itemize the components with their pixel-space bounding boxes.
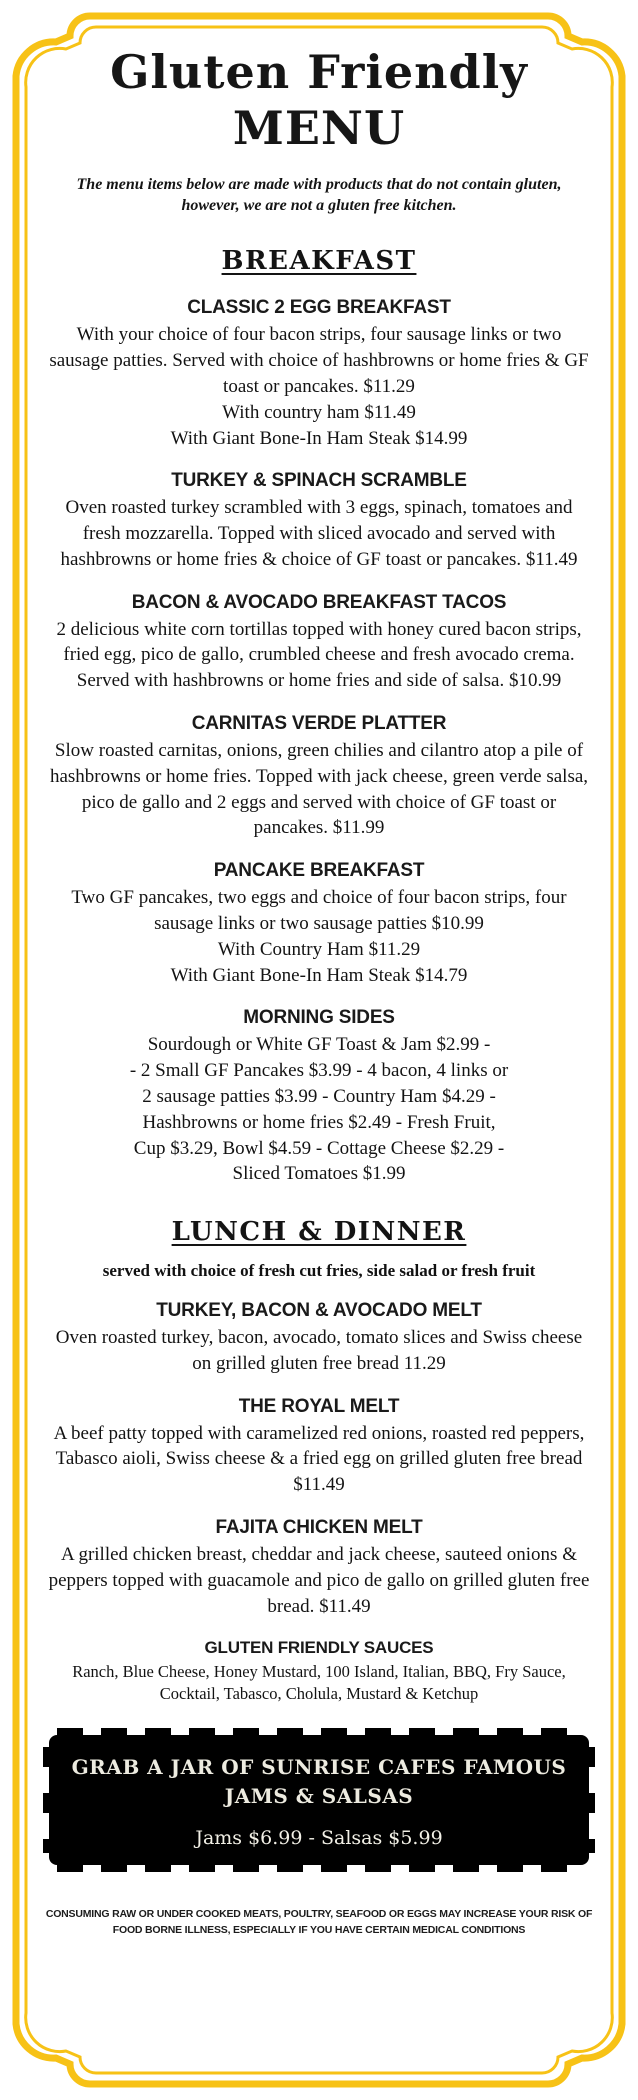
page-title-line2: MENU [232,101,406,156]
item-name: CARNITAS VERDE PLATTER [191,713,447,735]
menu-item [41,1300,597,1377]
item-description: Oven roasted turkey, bacon, avocado, tomato slices and Swiss cheese on grilled gluten free bread 11.29 [55,1327,583,1374]
menu-subtitle: The menu items below are made with products that do not contain gluten, however, we are not a gluten free kitchen. [76,176,562,215]
item-name: PANCAKE BREAKFAST [213,860,425,882]
section-note: served with choice of fresh cut fries, side salad or fresh fruit [102,1261,536,1281]
item-name: BACON & AVOCADO BREAKFAST TACOS [131,591,507,613]
section-lunch-dinner [41,1187,597,1705]
menu-item [41,713,597,841]
item-description: Ranch, Blue Cheese, Honey Mustard, 100 Island, Italian, BBQ, Fry Sauce, Cocktail, Tabasco, Cholula, Mustard & Ketchup [72,1661,566,1704]
item-name: FAJITA CHICKEN MELT [215,1517,423,1539]
menu-item [41,1517,597,1619]
item-description: A grilled chicken breast, cheddar and jack cheese, sauteed onions & peppers topped with guacamole and pico de gallo on grilled gluten free bread. $11.49 [48,1543,590,1617]
item-description: Sourdough or White GF Toast & Jam $2.99 - - 2 Small GF Pancakes $3.99 - 4 bacon, 4 links or 2 sausage patties $3.99 - Country Ham $4.29 - Hashbrowns or home fries $2.49 - Fresh Fruit, Cup $3.29, Bowl $4.59 - Cottage Cheese $2.29 - Sliced Tomatoes $1.99 [129,1034,509,1185]
item-description: 2 delicious white corn tortillas topped with honey cured bacon strips, fried egg, pico de gallo, crumbled cheese and fresh avocado crema. Served with hashbrowns or home fries and side of salsa. $10.99 [56,618,582,692]
item-name: CLASSIC 2 EGG BREAKFAST [187,297,451,319]
item-name: TURKEY & SPINACH SCRAMBLE [171,470,467,492]
section-breakfast [41,216,597,1187]
item-name: GLUTEN FRIENDLY SAUCES [204,1638,434,1658]
promo-banner-right-dashes [588,1747,595,1853]
menu-item [41,1007,597,1187]
item-description: Oven roasted turkey scrambled with 3 eggs, spinach, tomatoes and fresh mozzarella. Topped with sliced avocado and served with hashbrowns or home fries & choice of GF toast or pancakes. $11.49 [60,497,578,570]
menu-item [41,1396,597,1498]
item-description: A beef patty topped with caramelized red onions, roasted red peppers, Tabasco aioli, Swiss cheese & a fried egg on grilled gluten free bread $11.49 [53,1422,585,1496]
page-title-line1: Gluten Friendly [110,45,528,99]
footer-disclaimer: CONSUMING RAW OR UNDER COOKED MEATS, POULTRY, SEAFOOD OR EGGS MAY INCREASE YOUR RISK OF FOOD BORNE ILLNESS, ESPECIALLY IF YOU HAVE CERTAIN MEDICAL CONDITIONS [45,1908,593,1937]
menu-content [41,0,597,1939]
item-description: Slow roasted carnitas, onions, green chilies and cilantro atop a pile of hashbrowns or home fries. Topped with jack cheese, green verde salsa, pico de gallo and 2 eggs and served with choice of GF toast or pancakes. $11.99 [49,739,589,839]
promo-prices: Jams $6.99 - Salsas $5.99 [195,1827,443,1850]
item-name: TURKEY, BACON & AVOCADO MELT [156,1300,482,1322]
menu-item [41,1638,597,1705]
item-name: THE ROYAL MELT [238,1395,400,1417]
menu-item [41,860,597,988]
promo-banner-left-dashes [43,1747,50,1853]
section-header-breakfast: BREAKFAST [221,246,417,277]
section-header-lunch-dinner: LUNCH & DINNER [171,1217,467,1248]
item-description: Two GF pancakes, two eggs and choice of four bacon strips, four sausage links or two sausage patties $10.99 With Country Ham $11.29 With Giant Bone-In Ham Steak $14.79 [71,887,567,986]
promo-title: GRAB A JAR OF SUNRISE CAFES FAMOUS JAMS & SALSAS [71,1755,567,1809]
menu-item [41,470,597,572]
page-title [41,44,597,156]
menu-item [41,297,597,451]
item-description: With your choice of four bacon strips, four sausage links or two sausage patties. Served with choice of hashbrowns or home fries & GF toast or pancakes. $11.29 With country ham $11.49 With Giant Bone-In Ham Steak $14.99 [49,324,589,449]
item-name: MORNING SIDES [243,1007,395,1029]
menu-item [41,592,597,694]
promo-banner [49,1735,589,1865]
